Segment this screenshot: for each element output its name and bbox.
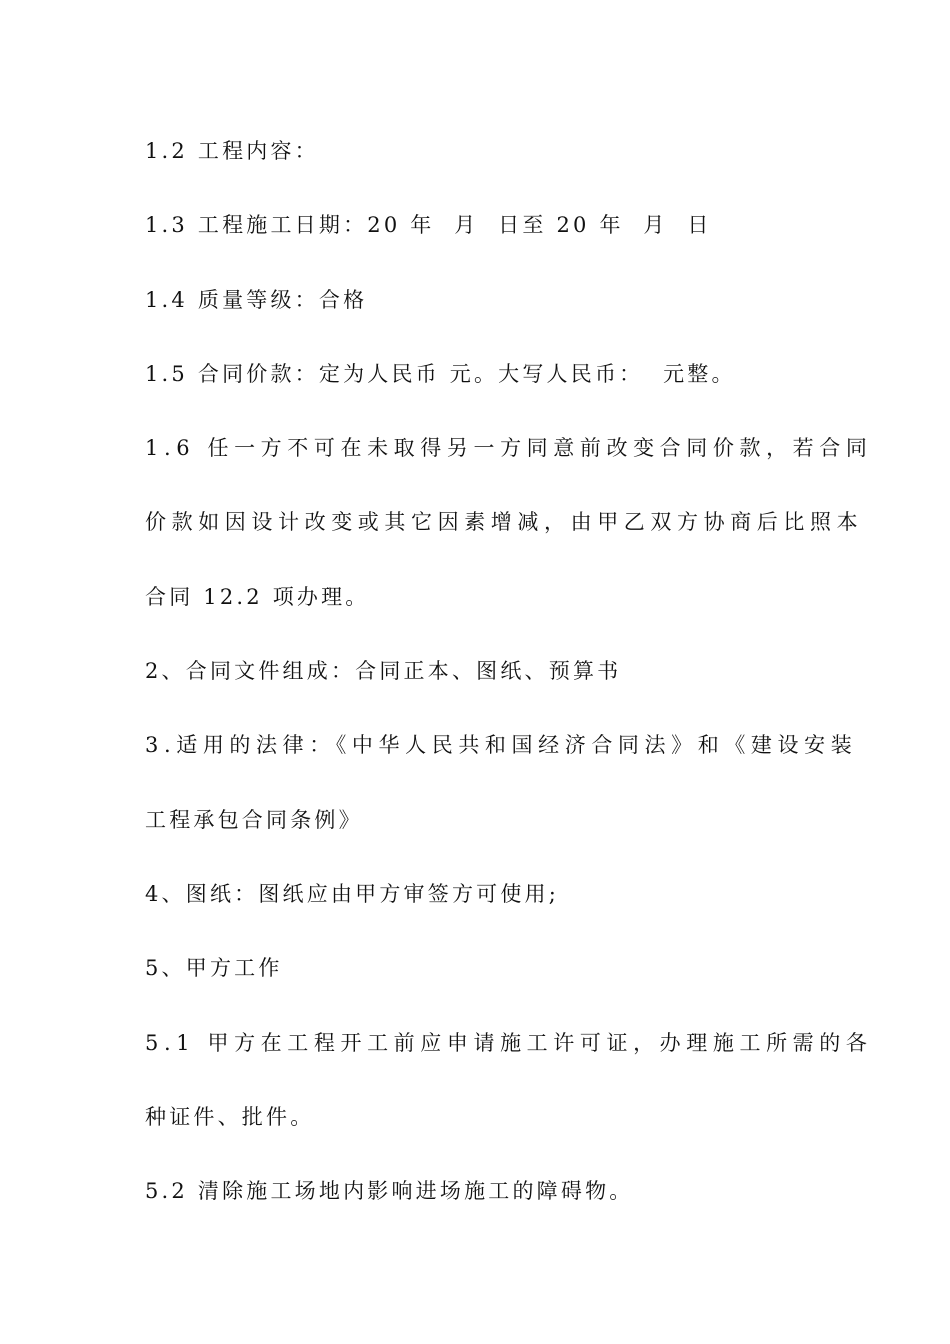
- clause-5-1-line-2: 种证件、批件。: [145, 1104, 315, 1129]
- clause-1-6-line-2: 价款如因设计改变或其它因素增减，由甲乙双方协商后比照本: [145, 510, 864, 535]
- clause-4-drawings: 4、图纸：图纸应由甲方审签方可使用;: [145, 881, 560, 906]
- clause-1-5-contract-price: 1.5 合同价款：定为人民币 元。大写人民币： 元整。: [145, 361, 736, 386]
- clause-3-applicable-law-line-1: 3.适用的法律：《中华人民共和国经济合同法》和《建设安装: [145, 733, 858, 758]
- clause-3-applicable-law-line-2: 工程承包合同条例》: [145, 807, 363, 832]
- document-body: [145, 133, 873, 1247]
- clause-1-6-line-1: 1.6 任一方不可在未取得另一方同意前改变合同价款，若合同: [145, 436, 873, 461]
- clause-2-contract-documents: 2、合同文件组成：合同正本、图纸、预算书: [145, 659, 622, 684]
- clause-5-party-a-work: 5、甲方工作: [145, 956, 283, 981]
- clause-1-4-quality-grade: 1.4 质量等级：合格: [145, 287, 368, 312]
- clause-1-6-line-3: 合同 12.2 项办理。: [145, 584, 370, 609]
- clause-5-1-line-1: 5.1 甲方在工程开工前应申请施工许可证，办理施工所需的各: [145, 1030, 873, 1055]
- clause-1-3-construction-dates: 1.3 工程施工日期：20 年 月 日至 20 年 月 日: [145, 213, 712, 238]
- clause-5-2-clear-site: 5.2 清除施工场地内影响进场施工的障碍物。: [145, 1179, 634, 1204]
- clause-1-2-project-content: 1.2 工程内容：: [145, 139, 319, 163]
